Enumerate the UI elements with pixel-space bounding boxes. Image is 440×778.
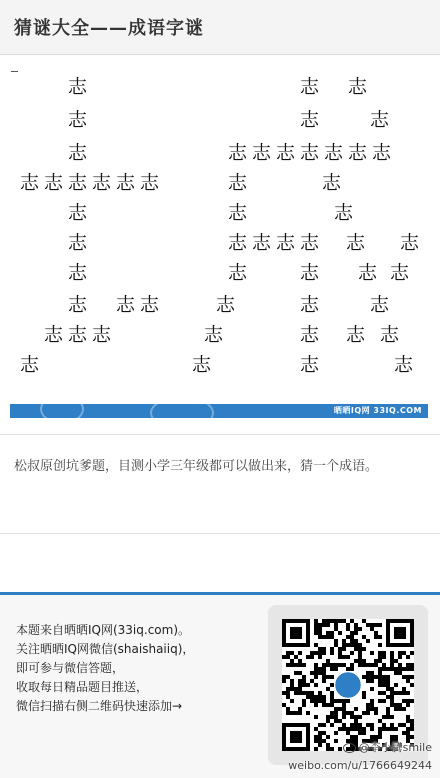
puzzle-glyph: 志 (370, 294, 390, 316)
divider (0, 434, 440, 435)
puzzle-glyph: 志 (346, 324, 366, 346)
puzzle-glyph: 志 (228, 202, 248, 224)
puzzle-glyph: 志 (228, 232, 248, 254)
puzzle-glyph: 志 (216, 294, 236, 316)
puzzle-glyph: 志 (192, 354, 212, 376)
puzzle-glyph: 志 (300, 232, 320, 254)
puzzle-glyph: 志 (334, 202, 354, 224)
puzzle-glyph: 志 (228, 172, 248, 194)
weibo-watermark (288, 740, 432, 774)
qr-code-icon[interactable] (282, 619, 414, 751)
puzzle-glyph: 志 (68, 172, 88, 194)
puzzle-glyph: 志 (116, 172, 136, 194)
watermark-handle: @李小腾smile (358, 741, 432, 754)
puzzle-glyph: 志 (380, 324, 400, 346)
promo-line: 即可参与微信答题， (16, 661, 125, 675)
puzzle-glyph: 志 (300, 262, 320, 284)
puzzle-glyph: 志 (370, 109, 390, 131)
puzzle-glyph: 志 (346, 232, 366, 254)
puzzle-glyph: 志 (300, 142, 320, 164)
promo-line: 本题来自晒晒IQ网(33iq.com)。 (16, 623, 191, 637)
page-title: 猜谜大全——成语字谜 (14, 18, 204, 39)
promo-line: 关注晒晒IQ网微信(shaishaiiq)， (16, 642, 195, 656)
watermark-url: weibo.com/u/1766649244 (288, 759, 432, 772)
puzzle-glyph: 志 (228, 262, 248, 284)
puzzle-glyph: 志 (348, 142, 368, 164)
divider (0, 533, 440, 534)
puzzle-glyph: 志 (324, 142, 344, 164)
puzzle-glyph: 志 (140, 294, 160, 316)
puzzle-glyph: 志 (20, 354, 40, 376)
puzzle-glyph: 志 (394, 354, 414, 376)
puzzle-glyph: 志 (68, 232, 88, 254)
puzzle-glyph: 志 (252, 142, 272, 164)
puzzle-glyph: 志 (276, 232, 296, 254)
puzzle-glyph: 志 (44, 172, 64, 194)
promo-line: 微信扫描右侧二维码快速添加→ (16, 699, 183, 713)
banner-text: 晒晒IQ网 33IQ.COM (333, 406, 422, 415)
puzzle-glyph: 志 (68, 202, 88, 224)
puzzle-glyph: 志 (68, 109, 88, 131)
puzzle-glyph: 志 (252, 232, 272, 254)
puzzle-glyph: 志 (390, 262, 410, 284)
puzzle-glyph: 志 (68, 324, 88, 346)
puzzle-glyph: 志 (228, 142, 248, 164)
puzzle-glyph: 志 (300, 109, 320, 131)
puzzle-glyph: 志 (68, 142, 88, 164)
puzzle-glyph: 志 (140, 172, 160, 194)
puzzle-glyph: 志 (68, 294, 88, 316)
promo-footer (0, 592, 440, 778)
puzzle-glyph: 志 (116, 294, 136, 316)
puzzle-glyph: 志 (92, 172, 112, 194)
puzzle-glyph: 志 (300, 294, 320, 316)
puzzle-glyph: 志 (372, 142, 392, 164)
puzzle-glyph: 志 (300, 76, 320, 98)
puzzle-glyph: 志 (322, 172, 342, 194)
promo-line: 收取每日精品题目推送， (16, 680, 149, 694)
puzzle-glyph: 志 (20, 172, 40, 194)
character-puzzle-image (10, 55, 428, 420)
puzzle-glyph: 志 (68, 76, 88, 98)
puzzle-glyph: 志 (358, 262, 378, 284)
puzzle-glyph: 志 (276, 142, 296, 164)
puzzle-glyph: 志 (68, 262, 88, 284)
puzzle-glyph: 志 (204, 324, 224, 346)
puzzle-glyph: 志 (44, 324, 64, 346)
decorative-tick (11, 71, 18, 72)
puzzle-glyph: 志 (300, 354, 320, 376)
question-text: 松叔原创坑爹题，目测小学三年级都可以做出来，猜一个成语。 (14, 459, 379, 474)
promo-text (16, 621, 256, 716)
puzzle-glyph: 志 (400, 232, 420, 254)
puzzle-banner (10, 404, 428, 418)
puzzle-glyph: 志 (92, 324, 112, 346)
page-header (0, 0, 440, 55)
puzzle-glyph: 志 (348, 76, 368, 98)
puzzle-glyph: 志 (300, 324, 320, 346)
weibo-icon (343, 743, 356, 753)
